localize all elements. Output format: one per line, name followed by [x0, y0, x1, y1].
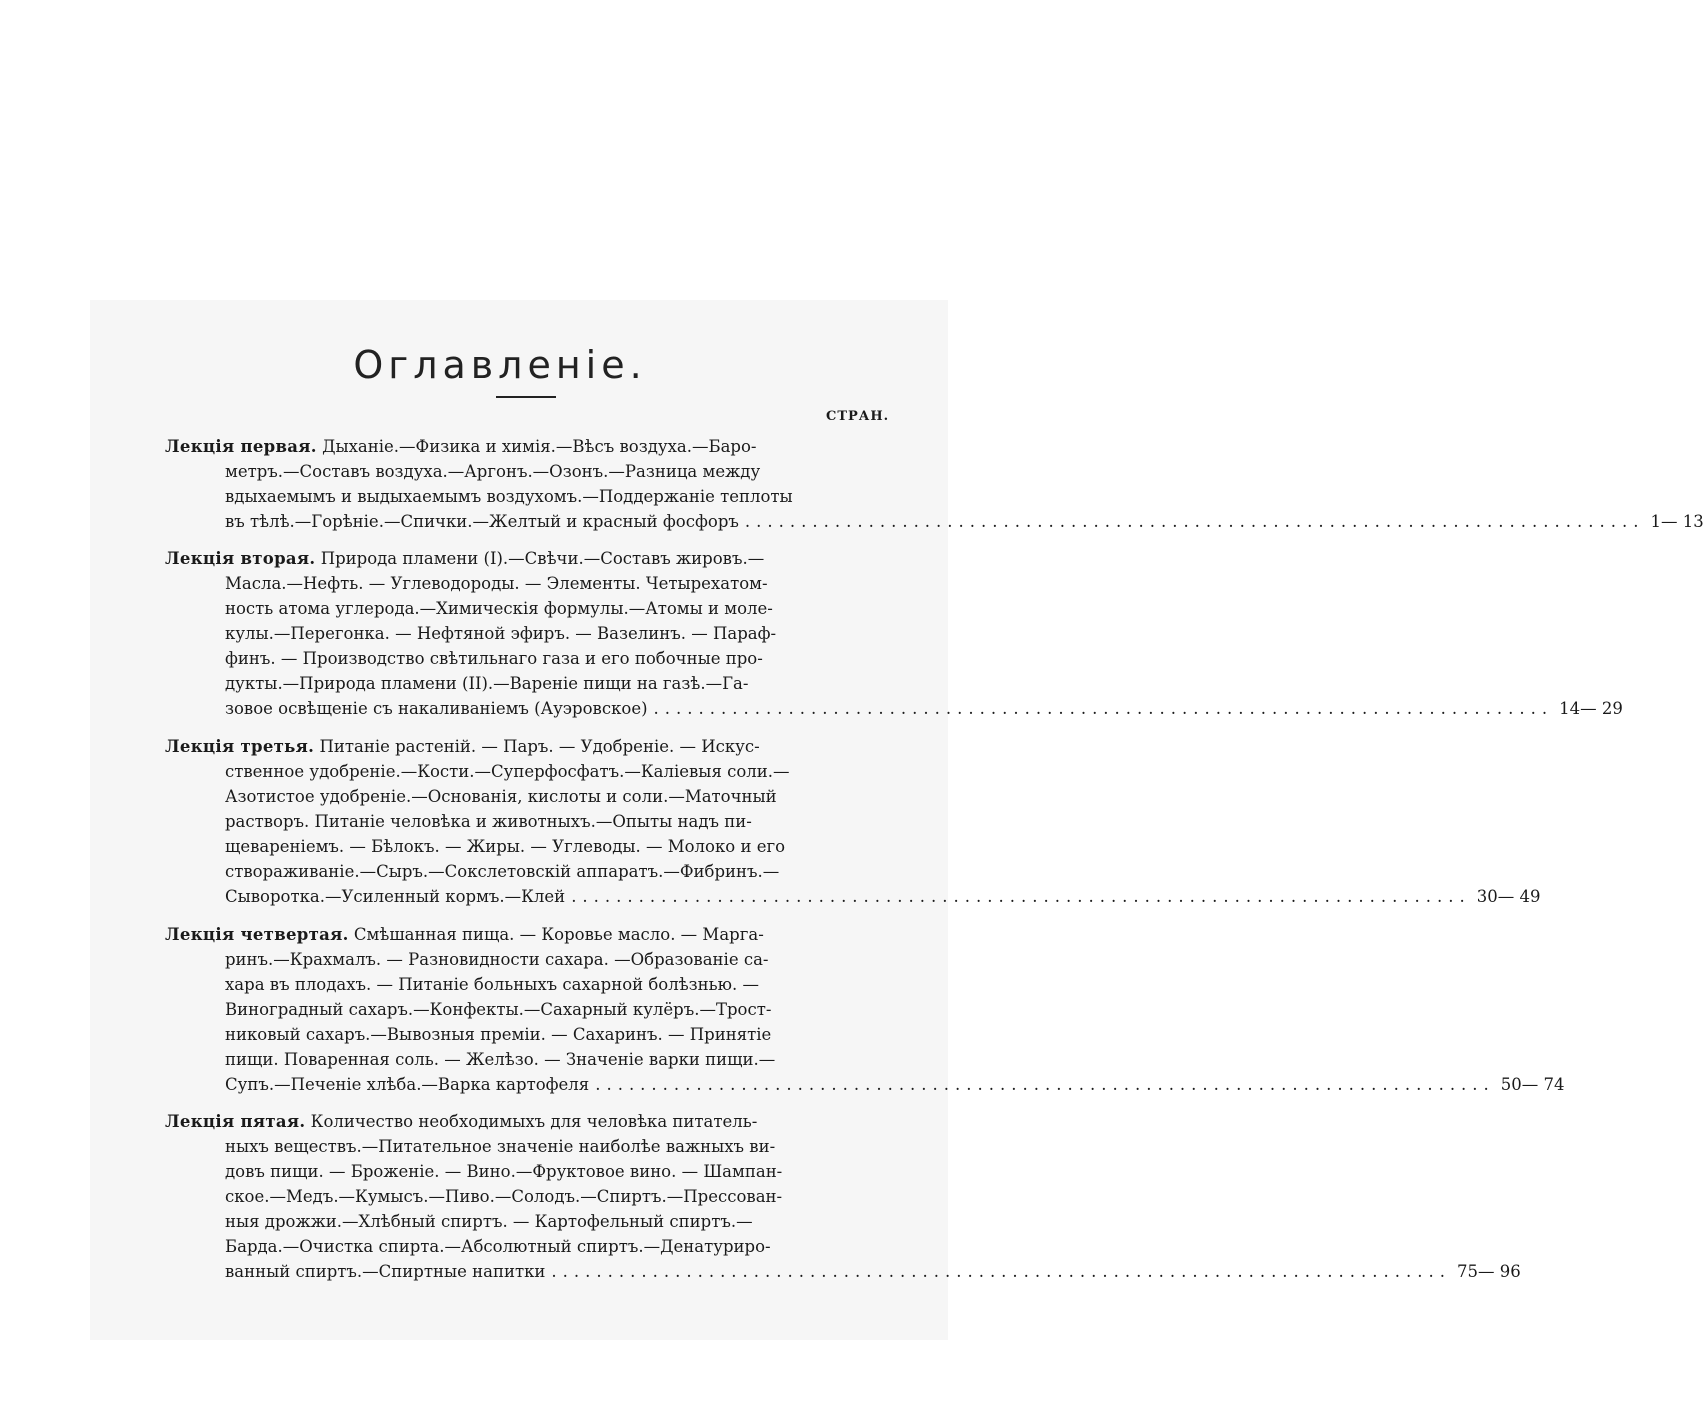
- toc-line-text: метръ.—Составъ воздуха.—Аргонъ.—Озонъ.—Разница между: [225, 462, 761, 481]
- toc-line-text: никовый сахаръ.—Вывозныя преміи. — Сахаринъ. — Принятіе: [225, 1025, 772, 1044]
- lecture-heading: Лекція пятая.: [165, 1112, 306, 1131]
- dot-leader: ................................................................................: [653, 699, 1554, 718]
- toc-line: [165, 1109, 890, 1134]
- dot-leader: ................................................................................: [595, 1075, 1495, 1094]
- toc-line-text: Барда.—Очистка спирта.—Абсолютный спиртъ.—Денатуриро-: [225, 1237, 771, 1256]
- toc-line: [165, 972, 890, 997]
- page-range: 50— 74: [1500, 1075, 1565, 1094]
- toc-line: [165, 1159, 890, 1184]
- toc-line-text: ныя дрожжи.—Хлѣбный спиртъ. — Картофельный спиртъ.—: [225, 1212, 753, 1231]
- toc-line: [165, 646, 890, 671]
- toc-entry: [165, 1109, 1521, 1284]
- dot-leader: ................................................................................: [551, 1262, 1451, 1281]
- toc-line-text: ванный спиртъ.—Спиртные напитки: [225, 1262, 546, 1281]
- toc-line: [165, 696, 1623, 721]
- toc-line: [165, 546, 890, 571]
- toc-line: [165, 671, 890, 696]
- toc-line-text: ность атома углерода.—Химическія формулы.—Атомы и моле-: [225, 599, 773, 618]
- dot-leader: ................................................................................: [571, 887, 1471, 906]
- toc-line-text: створаживаніе.—Сыръ.—Сокслетовскій аппаратъ.—Фибринъ.—: [225, 862, 780, 881]
- toc-entry: [165, 434, 1704, 534]
- toc-entry: [165, 546, 1623, 721]
- toc-line-text: Смѣшанная пища. — Коровье масло. — Марга-: [353, 925, 764, 944]
- toc-line-text: щевареніемъ. — Бѣлокъ. — Жиры. — Углеводы. — Молоко и его: [225, 837, 786, 856]
- toc-line: [165, 1072, 1565, 1097]
- lecture-heading: Лекція четвертая.: [165, 925, 349, 944]
- toc-line: [165, 1022, 890, 1047]
- toc-line: [165, 859, 890, 884]
- page-range: 30— 49: [1476, 887, 1541, 906]
- toc-line: [165, 884, 1541, 909]
- dot-leader: ................................................................................: [744, 512, 1645, 531]
- lecture-heading: Лекція вторая.: [165, 549, 316, 568]
- toc-line: [165, 784, 890, 809]
- toc-line-text: ныхъ веществъ.—Питательное значеніе наиболѣе важныхъ ви-: [225, 1137, 776, 1156]
- toc-line: [165, 1259, 1521, 1284]
- toc-line-text: довъ пищи. — Броженіе. — Вино.—Фруктовое вино. — Шампан-: [225, 1162, 783, 1181]
- toc-entry: [165, 922, 1565, 1097]
- toc-line-text: Количество необходимыхъ для человѣка питатель-: [310, 1112, 758, 1131]
- toc-line: [165, 922, 890, 947]
- pages-column-header: СТРАН.: [826, 409, 890, 424]
- toc-line: [165, 1209, 890, 1234]
- toc-line-text: Виноградный сахаръ.—Конфекты.—Сахарный кулёръ.—Трост-: [225, 1000, 772, 1019]
- toc-line-text: финъ. — Производство свѣтильнаго газа и его побочные про-: [225, 649, 763, 668]
- toc-line-text: Масла.—Нефть. — Углеводороды. — Элементы. Четырехатом-: [225, 574, 768, 593]
- toc-line: [165, 759, 890, 784]
- toc-line-text: Супъ.—Печеніе хлѣба.—Варка картофеля: [225, 1075, 590, 1094]
- toc-line-text: Азотистое удобреніе.—Основанія, кислоты и соли.—Маточный: [225, 787, 777, 806]
- toc-line-text: Дыханіе.—Физика и химія.—Вѣсъ воздуха.—Баро-: [322, 437, 757, 456]
- page-range: 75— 96: [1456, 1262, 1521, 1281]
- page-title: Оглавленіе.: [353, 343, 647, 388]
- toc-line-text: ственное удобреніе.—Кости.—Суперфосфатъ.—Каліевыя соли.—: [225, 762, 790, 781]
- page-range: 1— 13: [1650, 512, 1704, 531]
- toc-line-text: хара въ плодахъ. — Питаніе больныхъ сахарной болѣзнью. —: [225, 975, 760, 994]
- toc-line-text: зовое освѣщеніе съ накаливаніемъ (Ауэровское): [225, 699, 648, 718]
- toc-line-text: въ тѣлѣ.—Горѣніе.—Спички.—Желтый и красный фосфоръ: [225, 512, 739, 531]
- title-divider: [496, 396, 556, 398]
- toc-line: [165, 1134, 890, 1159]
- toc-line: [165, 1184, 890, 1209]
- lecture-heading: Лекція третья.: [165, 737, 315, 756]
- toc-line-text: Природа пламени (I).—Свѣчи.—Составъ жировъ.—: [320, 549, 765, 568]
- toc-line: [165, 1234, 890, 1259]
- toc-line-text: Сыворотка.—Усиленный кормъ.—Клей: [225, 887, 566, 906]
- toc-line: [165, 997, 890, 1022]
- toc-line: [165, 734, 890, 759]
- toc-line: [165, 947, 890, 972]
- toc-line-text: ринъ.—Крахмалъ. — Разновидности сахара. —Образованіе са-: [225, 950, 769, 969]
- toc-line-text: ское.—Медъ.—Кумысъ.—Пиво.—Солодъ.—Спиртъ.—Прессован-: [225, 1187, 783, 1206]
- toc-line: [165, 1047, 890, 1072]
- toc-line-text: кулы.—Перегонка. — Нефтяной эфиръ. — Вазелинъ. — Параф-: [225, 624, 777, 643]
- toc-line-text: Питаніе растеній. — Паръ. — Удобреніе. — Искус-: [319, 737, 760, 756]
- page-range: 14— 29: [1559, 699, 1623, 718]
- toc-line: [165, 434, 890, 459]
- toc-line: [165, 571, 890, 596]
- toc-line: [165, 621, 890, 646]
- toc-line: [165, 809, 890, 834]
- toc-line-text: пищи. Поваренная соль. — Желѣзо. — Значеніе варки пищи.—: [225, 1050, 776, 1069]
- toc-line: [165, 596, 890, 621]
- lecture-heading: Лекція первая.: [165, 437, 317, 456]
- toc-line: [165, 459, 890, 484]
- toc-entry: [165, 734, 1541, 909]
- toc-line: [165, 509, 1704, 534]
- toc-line: [165, 834, 890, 859]
- toc-line: [165, 484, 890, 509]
- toc-line-text: дукты.—Природа пламени (II).—Вареніе пищи на газѣ.—Га-: [225, 674, 749, 693]
- toc-line-text: вдыхаемымъ и выдыхаемымъ воздухомъ.—Поддержаніе теплоты: [225, 487, 793, 506]
- toc-line-text: растворъ. Питаніе человѣка и животныхъ.—Опыты надъ пи-: [225, 812, 752, 831]
